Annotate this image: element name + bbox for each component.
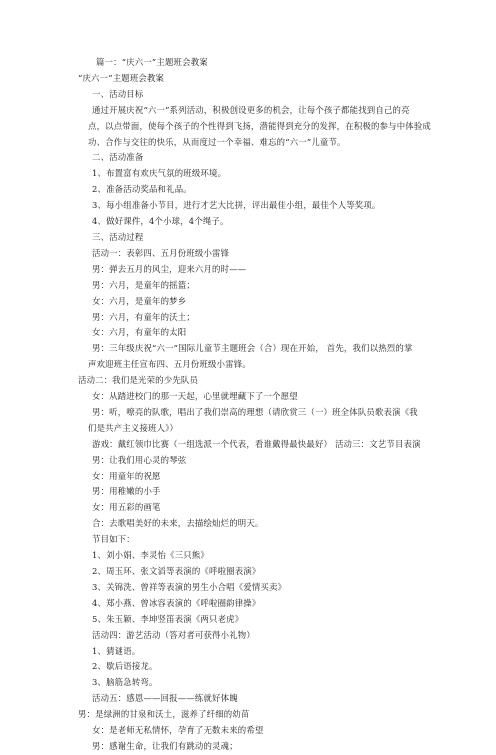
paragraph-line: 们是共产主义接班人》）: [88, 422, 179, 433]
paragraph-line: 男：听，嘹亮的队歌，唱出了我们崇高的理想（请欣赏三（一）班全体队员歌表演《我: [92, 406, 418, 417]
paragraph-line: 功、合作与交往的快乐，从而度过一个幸福、难忘的“六一”儿童节。: [88, 136, 346, 147]
activity-title: 活动四：游艺活动（答对者可获得小礼物）: [92, 629, 255, 640]
dialogue-line: 男：用稚嫩的小手: [92, 486, 161, 497]
program-item: 1、刘小娟、李灵怡《三只熊》: [92, 550, 210, 561]
dialogue-line: 男：弹去五月的风尘，迎来六月的时——: [92, 263, 247, 274]
dialogue-line: 女：六月，是童年的梦乡: [92, 295, 187, 306]
program-item: 5、朱玉颖、李坤竖笛表演《两只老虎》: [92, 613, 244, 624]
dialogue-line: 女：用五彩的画笔: [92, 502, 161, 513]
paragraph-line: 声欢迎班主任宣布四、五月份班级小雷锋。: [88, 359, 251, 370]
program-item: 4、郑小燕、曾冰容表演的《呼啦圈韵律操》: [92, 597, 261, 608]
dialogue-line: 女：从踏进校门的那一天起，心里就埋藏下了一个愿望: [92, 391, 298, 402]
list-item: 3、脑筋急转弯。: [92, 677, 158, 688]
dialogue-line: 男：六月，有童年的沃土；: [92, 311, 195, 322]
program-item: 2、周玉环、张文滔等表演的《呼啦圈表演》: [92, 566, 261, 576]
list-item: 4、做好课件，4个小球，4个绳子。: [92, 216, 229, 227]
document-subheading: “庆六一”主题班会教案: [78, 72, 165, 83]
list-item: 1、猜谜语。: [92, 645, 141, 656]
section-title: 二、活动准备: [92, 152, 144, 163]
dialogue-line: 女：是老师无私情怀，孕育了无数未来的希望: [92, 725, 264, 736]
section-title: 一、活动目标: [92, 88, 144, 99]
program-title: 节目如下：: [92, 534, 135, 545]
section-title: 三、活动过程: [92, 231, 144, 242]
paragraph-line: 通过开展庆祝“六一”系列活动，积极创设更多的机会，让每个孩子都能找到自己的亮: [92, 104, 410, 115]
paragraph-line: 点，以点带面，使每个孩子的个性得到飞扬，潜能得到充分的发挥，在积极的参与中体验成: [88, 120, 431, 131]
game-line: 游戏：戴红领巾比赛（一组选派一个代表，看谁戴得最快最好） 活动三：文艺节目表演: [92, 438, 421, 449]
list-item: 3、每小组准备小节目，进行才艺大比拼，评出最佳小组，最佳个人等奖项。: [92, 200, 381, 211]
list-item: 2、歇后语接龙。: [92, 661, 158, 672]
program-item: 3、关锦洗、曾祥等表演的男生小合唱《爱情买卖》: [92, 581, 287, 592]
document-heading: 篇一：“庆六一”主题班会教案: [96, 57, 208, 67]
dialogue-line: 女：用童年的祝愿: [92, 470, 161, 481]
dialogue-line: 女：六月，有童年的太阳: [92, 327, 187, 338]
list-item: 2、准备活动奖品和礼品。: [92, 184, 192, 195]
dialogue-line: 男：让我们用心灵的琴弦: [92, 454, 187, 465]
dialogue-line: 男：是绿洲的甘泉和沃土，滋养了纤细的幼苗: [78, 709, 250, 720]
paragraph-line: 男：三年级庆祝“六一”国际儿童节主题班会（合）现在开始， 首先，我们以热烈的掌: [92, 343, 413, 354]
dialogue-line: 男：感谢生命，让我们有跳动的灵魂；: [92, 740, 238, 751]
activity-title: 活动一：表彰四、五月份班级小雷锋: [92, 247, 230, 258]
list-item: 1、布置富有欢庆气氛的班级环境。: [92, 168, 227, 179]
dialogue-line: 合：去歌唱美好的未来，去描绘灿烂的明天。: [92, 518, 264, 529]
activity-title: 活动五：感恩——回报——练就好体魄: [92, 693, 238, 704]
dialogue-line: 男：六月，是童年的摇篮；: [92, 279, 195, 290]
activity-title: 活动二：我们是光荣的少先队员: [78, 375, 199, 386]
document-body: [78, 55, 458, 755]
